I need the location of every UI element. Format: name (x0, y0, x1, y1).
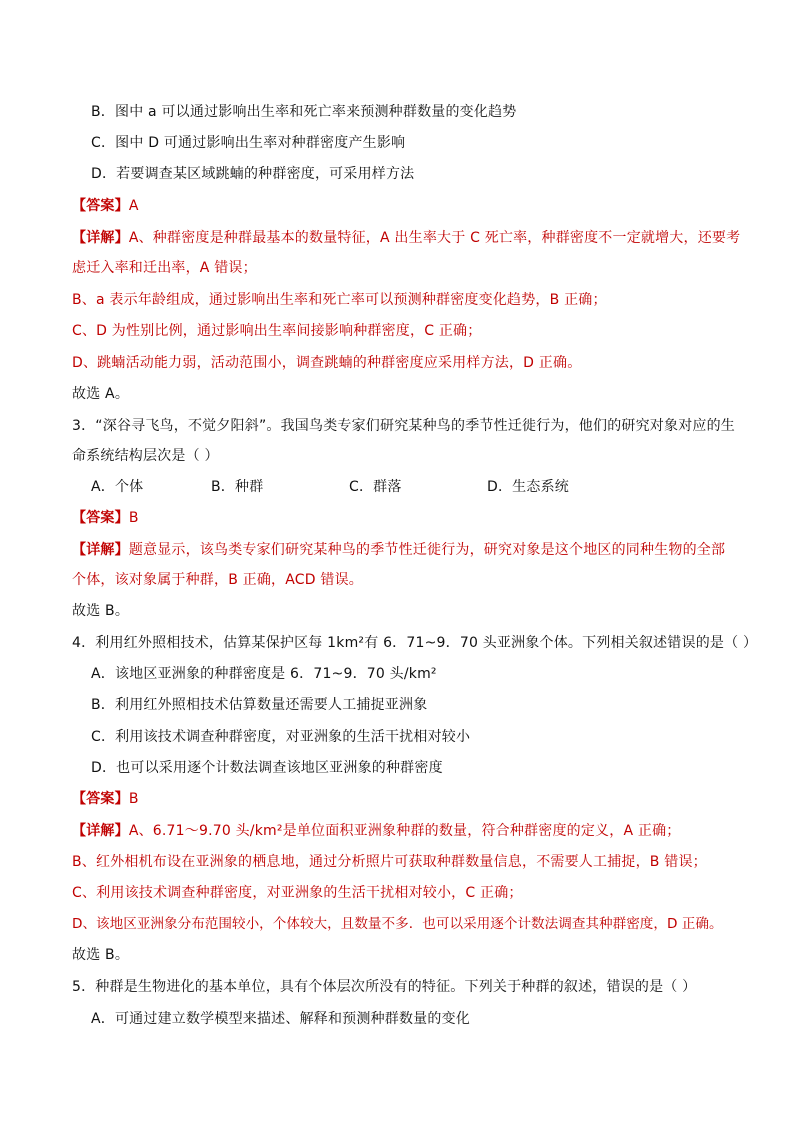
q3-detail-line-2: 个体，该对象属于种群，B 正确，ACD 错误。 (72, 572, 363, 588)
answer-value: A (128, 198, 139, 214)
q3-option-c: C．群落 (349, 479, 402, 495)
q2-option-c: C．图中 D 可通过影响出生率对种群密度产生影响 (91, 135, 406, 151)
detail-text: 题意显示，该鸟类专家们研究某种鸟的季节性迁徙行为，研究对象是这个地区的同种生物的全部 (128, 542, 726, 558)
q4-detail-line-4: D、该地区亚洲象分布范围较小，个体较大，且数量不多．也可以采用逐个计数法调查其种群密度，D 正确。 (72, 916, 723, 932)
answer-value: B (128, 510, 139, 526)
q3-options (91, 477, 569, 497)
detail-tag: 【详解】 (72, 823, 129, 839)
q4-stem: 4．利用红外照相技术，估算某保护区每 1km²有 6．71~9．70 头亚洲象个体。下列相关叙述错误的是（ ） (72, 635, 758, 651)
q4-conclusion: 故选 B。 (72, 947, 130, 963)
q3-stem-line-2: 命系统结构层次是（ ） (72, 448, 219, 464)
q3-option-d: D．生态系统 (487, 479, 569, 495)
q2-option-d: D．若要调查某区域跳蝻的种群密度，可采用样方法 (91, 166, 415, 182)
q3-stem-line-1: 3．“深谷寻飞鸟，不觉夕阳斜”。我国鸟类专家们研究某种鸟的季节性迁徙行为，他们的研究对象对应的生 (72, 418, 736, 434)
answer-tag: 【答案】 (72, 791, 129, 807)
q4-option-c: C．利用该技术调查种群密度，对亚洲象的生活干扰相对较小 (91, 729, 471, 745)
q5-stem: 5．种群是生物进化的基本单位，具有个体层次所没有的特征。下列关于种群的叙述，错误的是（ ） (72, 979, 697, 995)
q2-option-b: B．图中 a 可以通过影响出生率和死亡率来预测种群数量的变化趋势 (91, 104, 517, 120)
q3-detail-line-1 (72, 540, 725, 560)
q3-option-a: A．个体 (91, 479, 144, 495)
q4-option-d: D．也可以采用逐个计数法调查该地区亚洲象的种群密度 (91, 760, 443, 776)
q4-detail-line-3: C、利用该技术调查种群密度，对亚洲象的生活干扰相对较小，C 正确； (72, 885, 523, 901)
q2-detail-line-2: 虑迁入率和迁出率，A 错误； (72, 260, 257, 276)
q4-detail-line-1 (72, 821, 680, 841)
q2-conclusion: 故选 A。 (72, 386, 130, 402)
q2-detail-line-1 (72, 228, 740, 248)
q3-conclusion: 故选 B。 (72, 603, 130, 619)
detail-text: A、6.71～9.70 头/km²是单位面积亚洲象种群的数量，符合种群密度的定义，A 正确； (128, 823, 681, 839)
detail-text: A、种群密度是种群最基本的数量特征，A 出生率大于 C 死亡率，种群密度不一定就增大，还要考 (128, 230, 741, 246)
q4-option-b: B．利用红外照相技术估算数量还需要人工捕捉亚洲象 (91, 697, 428, 713)
q4-option-a: A．该地区亚洲象的种群密度是 6．71~9．70 头/km² (91, 666, 437, 682)
answer-tag: 【答案】 (72, 198, 129, 214)
q2-detail-line-5: D、跳蝻活动能力弱，活动范围小，调查跳蝻的种群密度应采用样方法，D 正确。 (72, 355, 582, 371)
q2-answer (72, 196, 139, 216)
q3-answer (72, 508, 139, 528)
q2-detail-line-3: B、a 表示年龄组成，通过影响出生率和死亡率可以预测种群密度变化趋势，B 正确； (72, 292, 607, 308)
answer-tag: 【答案】 (72, 510, 129, 526)
q3-option-b: B．种群 (211, 479, 264, 495)
q4-detail-line-2: B、红外相机布设在亚洲象的栖息地，通过分析照片可获取种群数量信息，不需要人工捕捉，B 错误； (72, 854, 707, 870)
answer-value: B (128, 791, 139, 807)
q4-answer (72, 789, 139, 809)
detail-tag: 【详解】 (72, 542, 129, 558)
detail-tag: 【详解】 (72, 230, 129, 246)
q2-detail-line-4: C、D 为性别比例，通过影响出生率间接影响种群密度，C 正确； (72, 323, 482, 339)
q5-option-a: A．可通过建立数学模型来描述、解释和预测种群数量的变化 (91, 1011, 470, 1027)
